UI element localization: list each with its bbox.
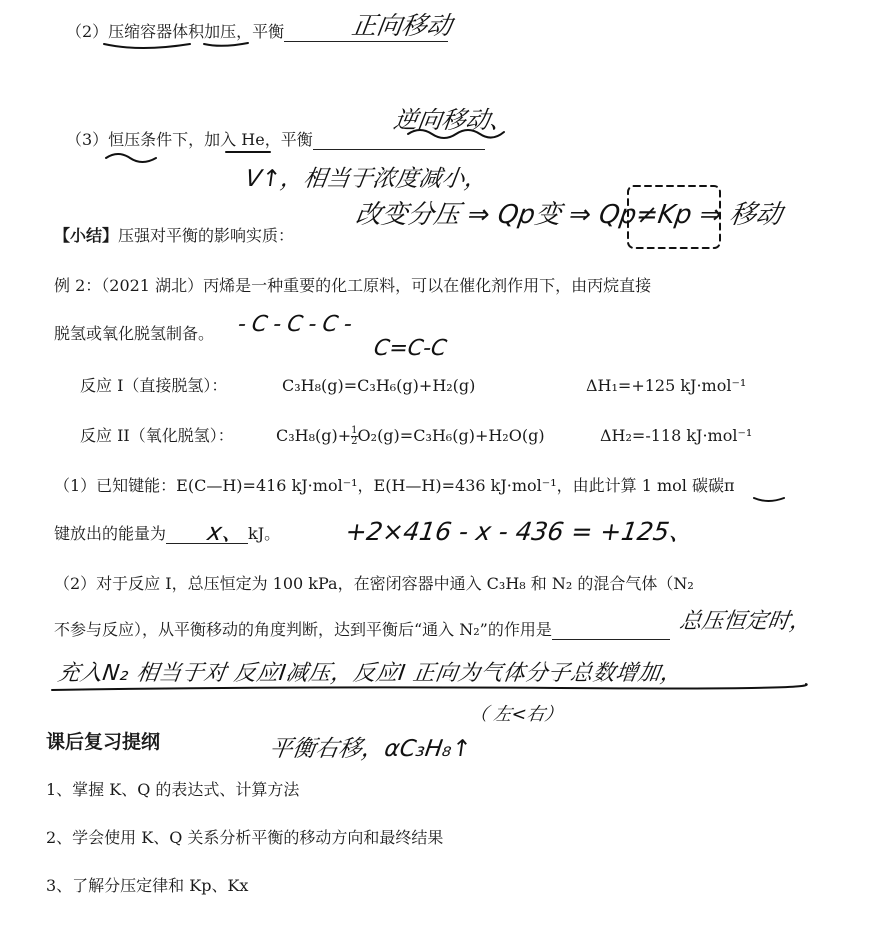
carbon-underline: [754, 498, 784, 501]
q2-underline-2: [204, 43, 248, 46]
part2-answer-4: 平衡右移，αC₃H₈↑: [267, 736, 473, 762]
part2-line-2-text: 不参与反应），从平衡移动的角度判断，达到平衡后“通入 N₂”的作用是: [54, 620, 552, 639]
reaction-2-equation: [276, 426, 545, 447]
example-line-2: 脱氢或氧化脱氢制备。: [54, 324, 215, 343]
propene-note: C=C-C: [372, 336, 449, 361]
summary-label: 【小结】: [54, 226, 119, 245]
review-item-1: 1、掌握 K、Q 的表达式、计算方法: [46, 780, 300, 799]
reaction-1-label: 反应 I（直接脱氢）：: [80, 376, 228, 395]
part1-prefix: 键放出的能量为: [54, 524, 167, 543]
part2-answer-blank: [552, 621, 670, 640]
reaction-1-enthalpy: ΔH₁=+125 kJ·mol⁻¹: [586, 376, 747, 395]
reaction-2-label: 反应 II（氧化脱氢）：: [80, 426, 234, 445]
example-line-1: 例 2：（2021 湖北）丙烯是一种重要的化工原料，可以在催化剂作用下，由丙烷直接: [54, 276, 652, 295]
summary-handwriting: 改变分压 ⇒ Qp变 ⇒ Qp≠Kp ⇒ 移动: [353, 200, 784, 230]
part2-line-1: （2）对于反应 I，总压恒定为 100 kPa，在密闭容器中通入 C₃H₈ 和 N₂ 的混合气体（N₂: [54, 574, 694, 593]
q2-underline-1: [104, 44, 190, 48]
reaction-2-eq-left: C₃H₈(g)+: [276, 426, 352, 445]
half-denominator: 2: [351, 436, 358, 447]
part1-handwritten-answer: x、: [205, 518, 248, 546]
q3-prefix: （3）恒压条件下，加入 He，平衡: [66, 130, 313, 149]
reaction-2-eq-right: O₂(g)=C₃H₆(g)+H₂O(g): [357, 426, 545, 445]
part2-answer-3: （ 左<右）: [468, 704, 565, 725]
half-numerator: 1: [351, 425, 358, 436]
q3-squiggle: [106, 154, 156, 162]
review-title: 课后复习提纲: [46, 731, 161, 753]
review-item-3: 3、了解分压定律和 Kp、Kx: [46, 876, 249, 895]
summary-line: [54, 226, 294, 246]
reaction-1-equation: C₃H₈(g)=C₃H₆(g)+H₂(g): [282, 376, 476, 395]
summary-text: 压强对平衡的影响实质：: [118, 226, 295, 245]
q2-prefix: （2）压缩容器体积加压，平衡: [66, 22, 285, 41]
q2-handwritten-answer: 正向移动: [349, 11, 454, 40]
reaction-2-enthalpy: ΔH₂=-118 kJ·mol⁻¹: [600, 426, 753, 445]
q3-handwritten-answer: 逆向移动、: [391, 106, 516, 134]
part1-calculation: +2×416 - x - 436 = +125、: [343, 517, 697, 546]
review-item-2: 2、学会使用 K、Q 关系分析平衡的移动方向和最终结果: [46, 828, 444, 847]
part2-line-2: [54, 620, 670, 640]
propane-structure-note: -C-C-C-: [236, 312, 360, 337]
part2-answer-2: 充入N₂ 相当于对 反应I减压，反应I 正向为气体分子总数增加，: [55, 661, 685, 686]
q3-handwritten-note: V↑，相当于浓度减小，: [243, 166, 490, 192]
part2-answer-1: 总压恒定时，: [677, 609, 814, 634]
part1-unit: kJ。: [248, 524, 281, 543]
part1-line-1: （1）已知键能：E(C—H)=416 kJ·mol⁻¹，E(H—H)=436 kJ·mol⁻¹，由此计算 1 mol 碳碳π: [54, 476, 735, 495]
